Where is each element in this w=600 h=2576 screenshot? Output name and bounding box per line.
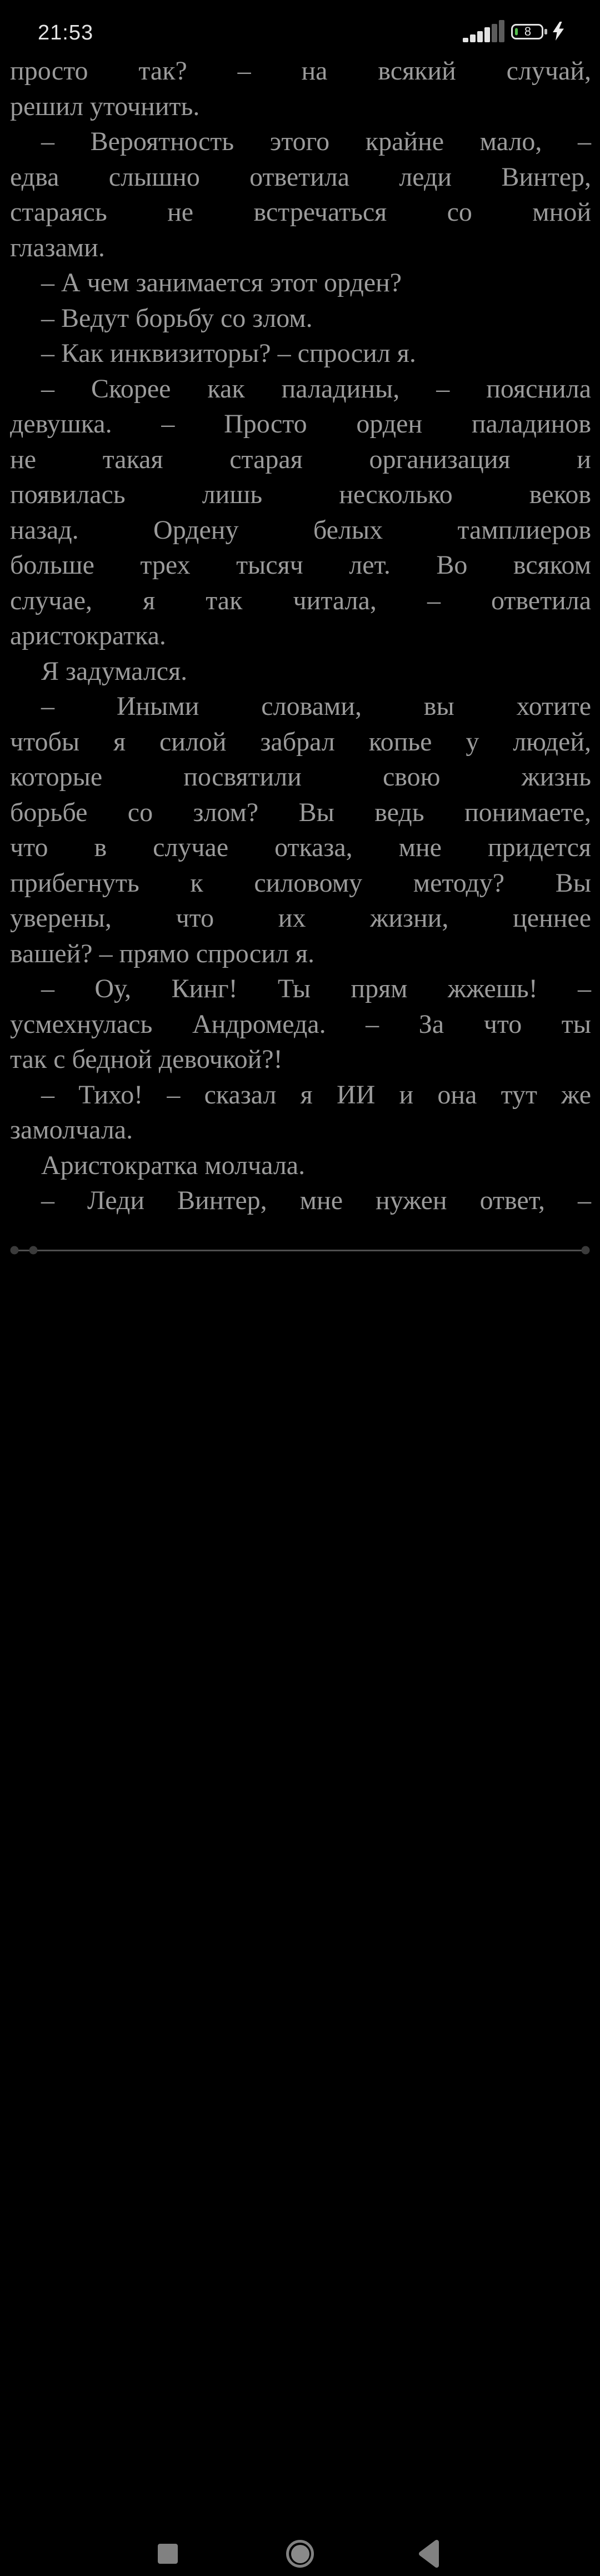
text-line: едва слышно ответила леди Винтер, — [10, 162, 591, 192]
clock: 21:53 — [38, 21, 94, 44]
text-line: что в случае отказа, мне придется — [10, 833, 591, 862]
text-line: больше трех тысяч лет. Во всяком — [10, 550, 591, 580]
text-line: – Как инквизиторы? – спросил я. — [41, 339, 416, 368]
text-line: так с бедной девочкой?! — [10, 1045, 283, 1074]
back-triangle-icon — [417, 2539, 439, 2568]
text-line: замолчала. — [10, 1115, 133, 1145]
home-circle-icon — [286, 2540, 314, 2568]
text-line: просто так? – на всякий случай, — [10, 56, 591, 86]
reader-page[interactable] — [10, 53, 591, 1219]
text-line: глазами. — [10, 232, 105, 262]
text-line: аристократка. — [10, 621, 166, 650]
battery-body — [511, 24, 543, 39]
navigation-bar — [0, 1256, 600, 1334]
text-line: – А чем занимается этот орден? — [41, 268, 402, 297]
text-line: Я задумался. — [41, 656, 188, 686]
text-line: девушка. – Просто орден паладинов — [10, 409, 591, 439]
progress-end-dot — [582, 1246, 590, 1255]
text-line: – Леди Винтер, мне нужен ответ, – — [41, 1186, 591, 1215]
text-line: не такая старая организация и — [10, 444, 591, 474]
text-line: – Оу, Кинг! Ты прям жжешь! – — [41, 974, 591, 1003]
text-line: Аристократка молчала. — [41, 1150, 306, 1180]
text-line: решил уточнить. — [10, 91, 200, 121]
text-line: уверены, что их жизни, ценнее — [10, 903, 591, 933]
text-line: – Вероятность этого крайне мало, – — [41, 127, 591, 156]
home-circle-core — [291, 2545, 309, 2563]
status-icons — [463, 19, 564, 42]
status-bar — [0, 0, 600, 49]
reading-progress-slider[interactable] — [14, 1246, 586, 1255]
text-line: вашей? – прямо спросил я. — [10, 938, 314, 968]
text-line: появилась лишь несколько веков — [10, 480, 591, 509]
text-line: – Ведут борьбу со злом. — [41, 303, 313, 333]
progress-start-dot — [11, 1246, 19, 1255]
recents-square-icon — [158, 2544, 178, 2564]
charging-icon — [552, 22, 564, 41]
text-line: борьбе со злом? Вы ведь понимаете, — [10, 797, 591, 827]
recents-button[interactable] — [146, 2532, 190, 2576]
battery-nub — [544, 29, 547, 34]
battery-fill — [515, 28, 518, 36]
battery-icon — [511, 23, 547, 40]
battery-level: 8 — [524, 24, 532, 38]
home-button[interactable] — [278, 2532, 322, 2576]
text-line: чтобы я силой забрал копье у людей, — [10, 727, 591, 757]
text-line: случае, я так читала, – ответила — [10, 585, 591, 615]
signal-strength-icon — [463, 20, 506, 42]
text-line: назад. Ордену белых тамплиеров — [10, 515, 591, 545]
text-line: – Тихо! – сказал я ИИ и она тут же — [41, 1080, 591, 1110]
text-line: стараясь не встречаться со мной — [10, 197, 591, 227]
text-line: – Иными словами, вы хотите — [41, 692, 591, 721]
text-line: – Скорее как паладины, – пояснила — [41, 374, 591, 404]
progress-track — [14, 1250, 586, 1251]
text-line: которые посвятили свою жизнь — [10, 762, 591, 792]
text-line: прибегнуть к силовому методу? Вы — [10, 868, 591, 898]
text-line: усмехнулась Андромеда. – За что ты — [10, 1009, 591, 1039]
progress-thumb[interactable] — [29, 1246, 37, 1255]
back-button[interactable] — [406, 2532, 451, 2576]
